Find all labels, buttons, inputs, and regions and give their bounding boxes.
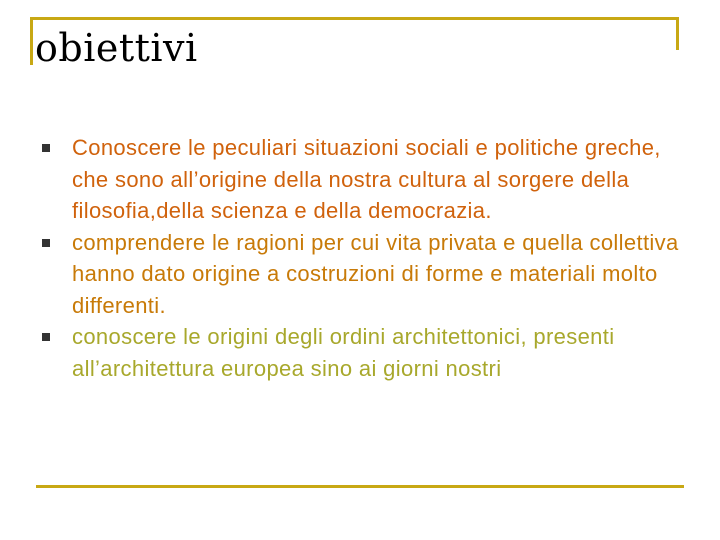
bullet-item (42, 227, 682, 322)
bullet-item (42, 321, 682, 384)
bullet-text: conoscere le origini degli ordini architettonici, presenti all’architettura europea sino ai giorni nostri (72, 324, 615, 381)
bullet-list (42, 132, 682, 384)
frame-top-line (30, 17, 679, 20)
bullet-text: Conoscere le peculiari situazioni sociali e politiche greche, che sono all’origine della nostra cultura al sorgere della filosofia,della scienza e della democrazia. (72, 135, 661, 223)
frame-right-line (676, 17, 679, 50)
bullet-item (42, 132, 682, 227)
slide-title: obiettivi (35, 26, 198, 70)
frame-bottom-line (36, 485, 684, 488)
square-bullet-icon (42, 144, 50, 152)
square-bullet-icon (42, 239, 50, 247)
bullet-text: comprendere le ragioni per cui vita privata e quella collettiva hanno dato origine a costruzioni di forme e materiali molto differenti. (72, 229, 679, 318)
frame-left-line (30, 17, 33, 65)
square-bullet-icon (42, 333, 50, 341)
